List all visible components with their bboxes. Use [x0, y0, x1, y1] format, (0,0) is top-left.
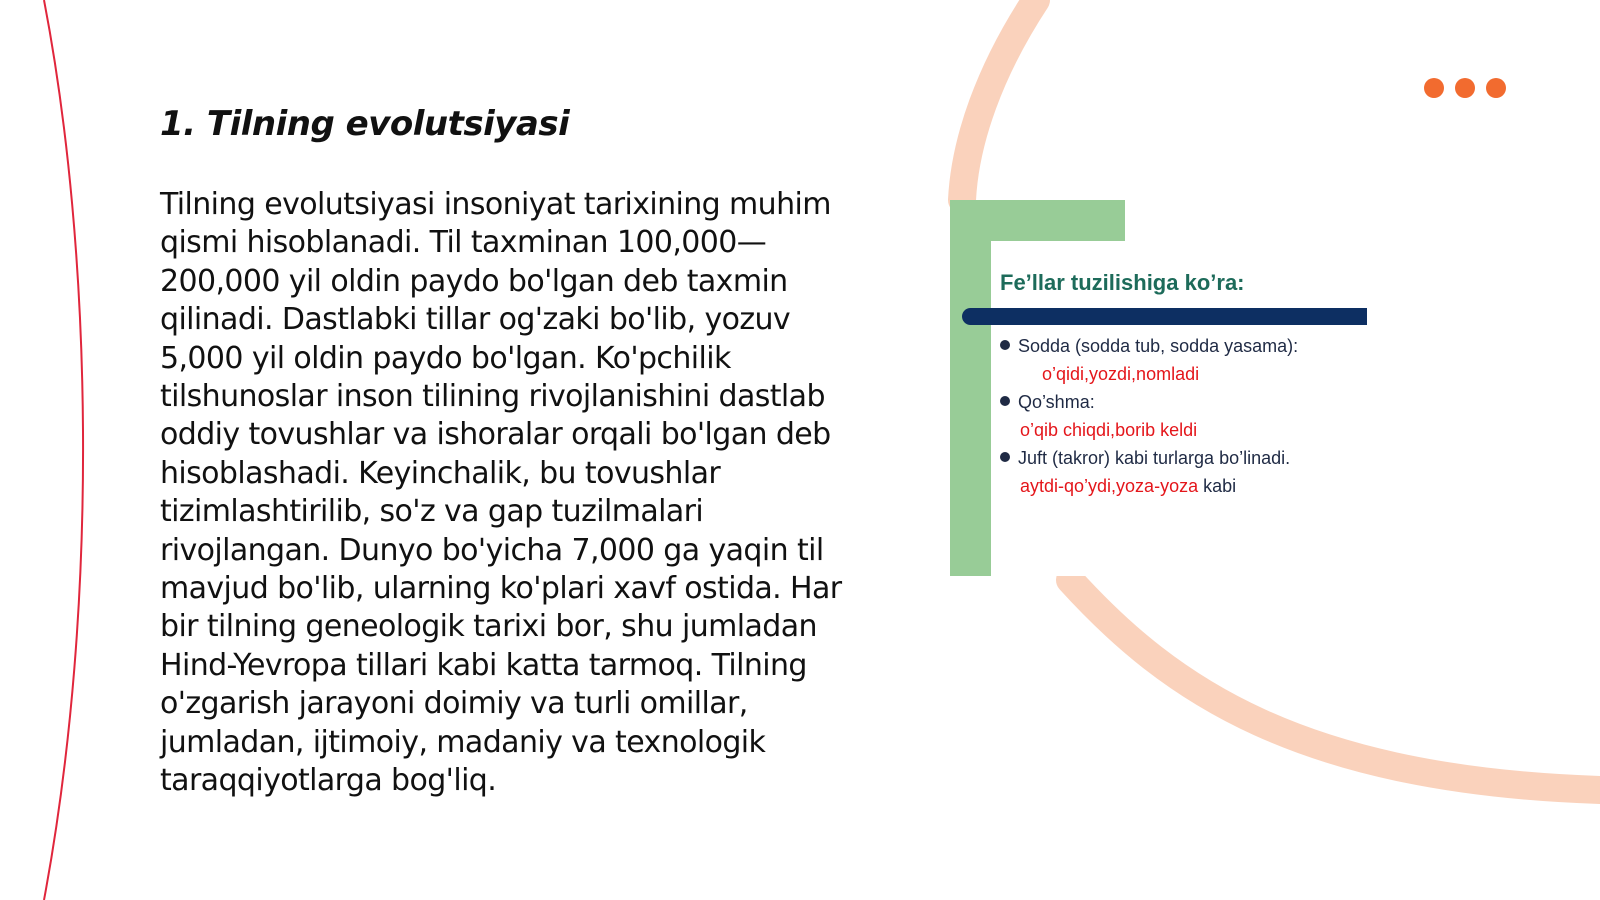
list-item-label: Juft (takror) kabi turlarga bo’linadi.: [1018, 448, 1291, 468]
list-item: [1000, 388, 1298, 416]
card-green-frame-horizontal: [950, 200, 1125, 241]
list-item-example: [1000, 360, 1298, 388]
card-green-frame-vertical: [950, 200, 991, 576]
list-item-example: [1000, 472, 1298, 500]
verb-type-list: [1000, 332, 1298, 500]
bullet-icon: [1000, 452, 1010, 462]
example-suffix: kabi: [1198, 476, 1237, 496]
list-item-label: Qo’shma:: [1018, 392, 1095, 412]
bullet-icon: [1000, 396, 1010, 406]
list-item-example: [1000, 416, 1298, 444]
ornament-dot-icon: [1486, 78, 1506, 98]
example-text: o’qidi,yozdi,nomladi: [1042, 364, 1200, 384]
list-item: [1000, 332, 1298, 360]
example-text: o’qib chiqdi,borib keldi: [1020, 420, 1198, 440]
ornament-dot-icon: [1424, 78, 1444, 98]
list-item-label: Sodda (sodda tub, sodda yasama):: [1018, 336, 1299, 356]
ornament-dot-icon: [1455, 78, 1475, 98]
card-title: Fe’llar tuzilishiga ko’ra:: [1000, 270, 1245, 295]
verb-structure-card: [950, 200, 1370, 576]
example-text: aytdi-qo’ydi,yoza-yoza: [1020, 476, 1199, 496]
slide-body-text: Tilning evolutsiyasi insoniyat tarixining muhim qismi hisoblanadi. Til taxminan 100,000—200,000 yil oldin paydo bo'lgan deb taxmin qilinadi. Dastlabki tillar og'zaki bo'lib, yozuv 5,000 yil oldin paydo bo'lgan. Ko'pchilik tilshunoslar inson tilining rivojlanishini dastlab oddiy tovushlar va ishoralar orqali bo'lgan deb hisoblashadi. Keyinchalik, bu tovushlar tizimlashtirilib, so'z va gap tuzilmalari rivojlangan. Dunyo bo'yicha 7,000 ga yaqin til mavjud bo'lib, ularning ko'plari xavf ostida. Har bir tilning geneologik tarixi bor, shu jumladan Hind-Yevropa tillari kabi katta tarmoq. Tilning o'zgarish jarayoni doimiy va turli omillar, jumladan, ijtimoiy, madaniy va texnologik taraqqiyotlarga bog'liq.: [160, 187, 842, 799]
peach-arc-bottom: [1070, 580, 1600, 790]
peach-arc-top: [962, 0, 1036, 200]
list-item: [1000, 444, 1298, 472]
bullet-icon: [1000, 340, 1010, 350]
slide-dots-ornament: [1424, 78, 1506, 98]
slide-title: 1. Tilning evolutsiyasi: [160, 104, 570, 144]
left-edge-curve: [44, 0, 83, 900]
card-divider-bar: [962, 308, 1367, 325]
